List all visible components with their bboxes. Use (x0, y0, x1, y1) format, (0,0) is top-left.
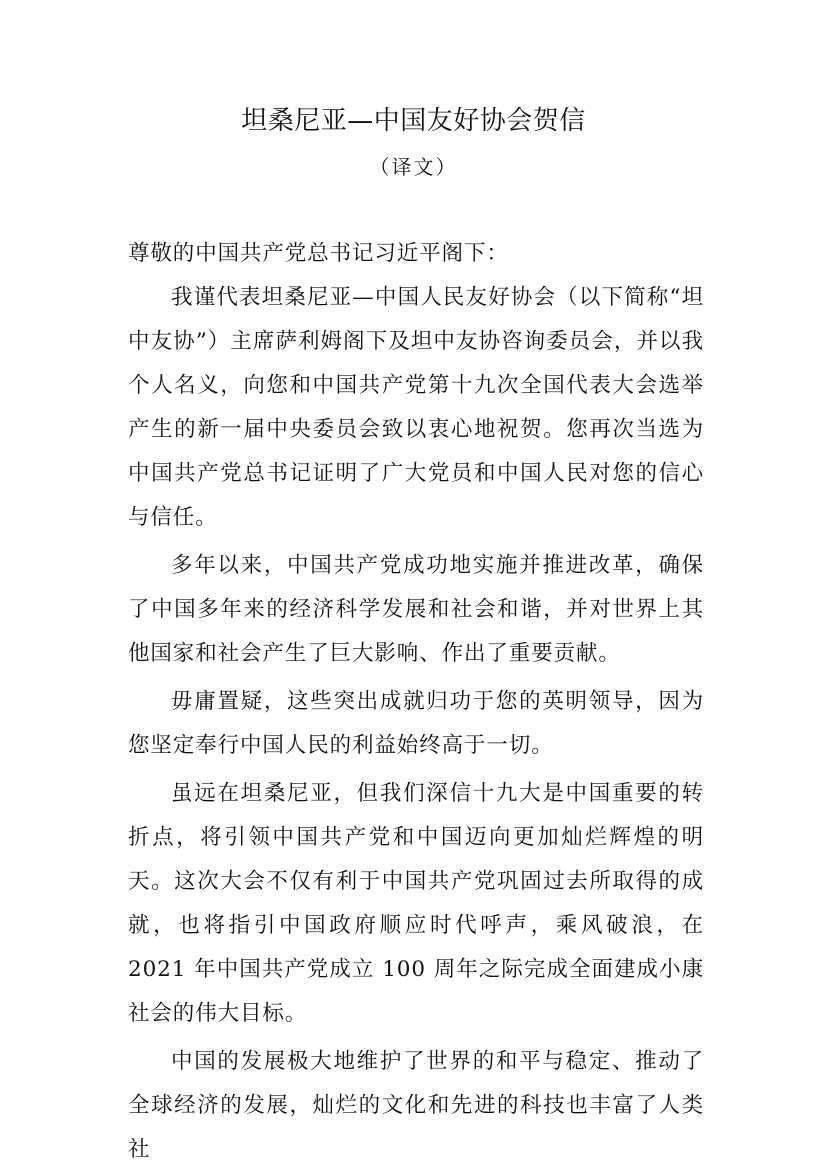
paragraph-5: 中国的发展极大地维护了世界的和平与稳定、推动了全球经济的发展，灿烂的文化和先进的科技也丰富了人类社 (128, 1049, 704, 1162)
paragraph-4: 虽远在坦桑尼亚，但我们深信十九大是中国重要的转折点，将引领中国共产党和中国迈向更加灿烂辉煌的明天。这次大会不仅有利于中国共产党巩固过去所取得的成就，也将指引中国政府顺应时代呼声，乘风破浪，在 2021 年中国共产党成立 100 周年之际完成全面建成小康社会的伟大目标。 (128, 781, 704, 1026)
paragraph-2: 多年以来，中国共产党成功地实施并推进改革，确保了中国多年来的经济科学发展和社会和谐，并对世界上其他国家和社会产生了巨大影响、作出了重要贡献。 (128, 553, 704, 666)
page-title: 坦桑尼亚—中国友好协会贺信 (241, 106, 586, 136)
paragraph-3: 毋庸置疑，这些突出成就归功于您的英明领导，因为您坚定奉行中国人民的利益始终高于一切。 (128, 689, 704, 758)
salutation: 尊敬的中国共产党总书记习近平阁下： (128, 241, 509, 266)
page-subtitle: （译文） (369, 155, 458, 179)
letter-body (128, 232, 704, 1176)
paragraph-1: 我谨代表坦桑尼亚—中国人民友好协会（以下简称“坦中友协”）主席萨利姆阁下及坦中友协咨询委员会，并以我个人名义，向您和中国共产党第十九次全国代表大会选举产生的新一届中央委员会致以衷心地祝贺。您再次当选为中国共产党总书记证明了广大党员和中国人民对您的信心与信任。 (128, 285, 704, 530)
